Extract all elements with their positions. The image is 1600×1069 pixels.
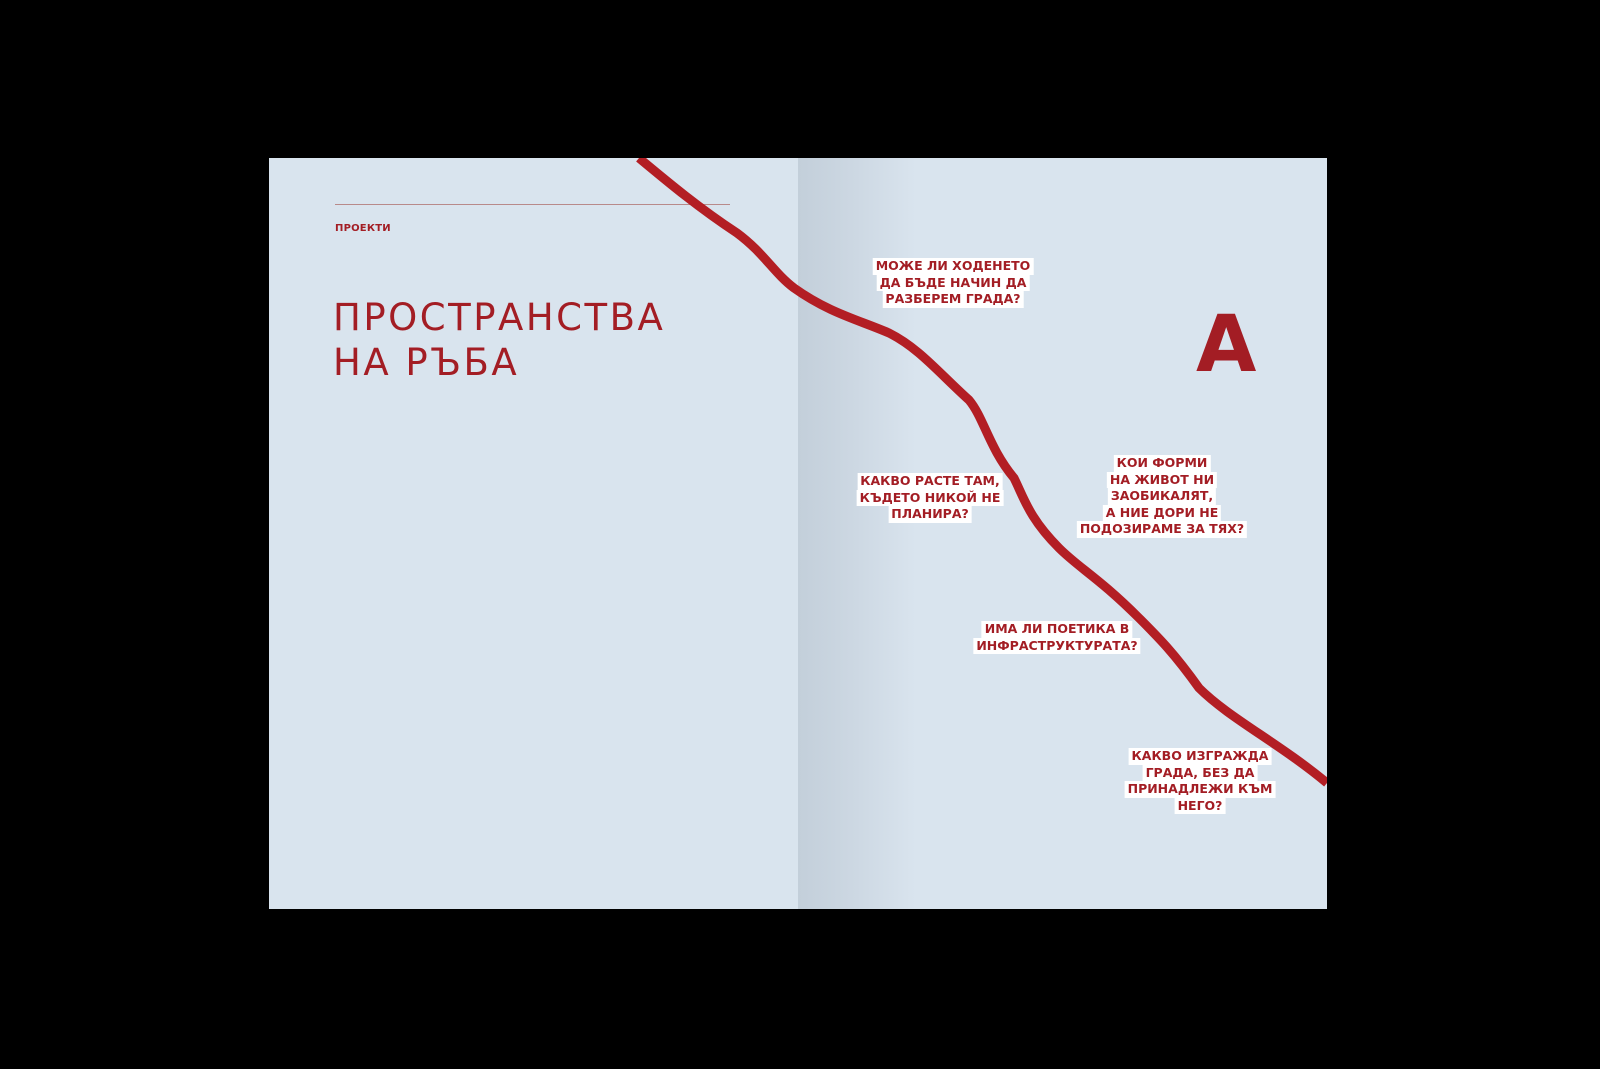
- question-line: ГРАДА, БЕЗ ДА: [1143, 765, 1258, 782]
- question-line: ИМА ЛИ ПОЕТИКА В: [982, 621, 1133, 638]
- question-line: А НИЕ ДОРИ НЕ: [1103, 505, 1222, 522]
- question-line: КОИ ФОРМИ: [1114, 455, 1211, 472]
- question-line: КАКВО РАСТЕ ТАМ,: [857, 473, 1002, 490]
- question-1: [873, 258, 1034, 308]
- question-line: МОЖЕ ЛИ ХОДЕНЕТО: [873, 258, 1034, 275]
- question-line: ДА БЪДЕ НАЧИН ДА: [877, 275, 1030, 292]
- question-line: ИНФРАСТРУКТУРАТА?: [973, 638, 1140, 655]
- question-line: ЗАОБИКАЛЯТ,: [1108, 488, 1216, 505]
- question-line: НА ЖИВОТ НИ: [1107, 472, 1217, 489]
- question-4: [973, 621, 1140, 654]
- question-line: РАЗБЕРЕМ ГРАДА?: [882, 291, 1023, 308]
- question-line: ПРИНАДЛЕЖИ КЪМ: [1125, 781, 1276, 798]
- question-3: [1077, 455, 1247, 538]
- question-5: [1125, 748, 1276, 814]
- question-2: [857, 473, 1004, 523]
- title-line-2: НА РЪБА: [333, 341, 520, 384]
- question-line: НЕГО?: [1175, 798, 1226, 815]
- magazine-spread: [269, 158, 1327, 909]
- question-line: ПЛАНИРА?: [888, 506, 972, 523]
- question-line: КАКВО ИЗГРАЖДА: [1129, 748, 1272, 765]
- title-line-1: ПРОСТРАНСТВА: [333, 296, 666, 339]
- question-line: ПОДОЗИРАМЕ ЗА ТЯХ?: [1077, 521, 1247, 538]
- section-letter: А: [1196, 300, 1257, 390]
- question-line: КЪДЕТО НИКОЙ НЕ: [857, 490, 1004, 507]
- section-label: ПРОЕКТИ: [335, 223, 391, 234]
